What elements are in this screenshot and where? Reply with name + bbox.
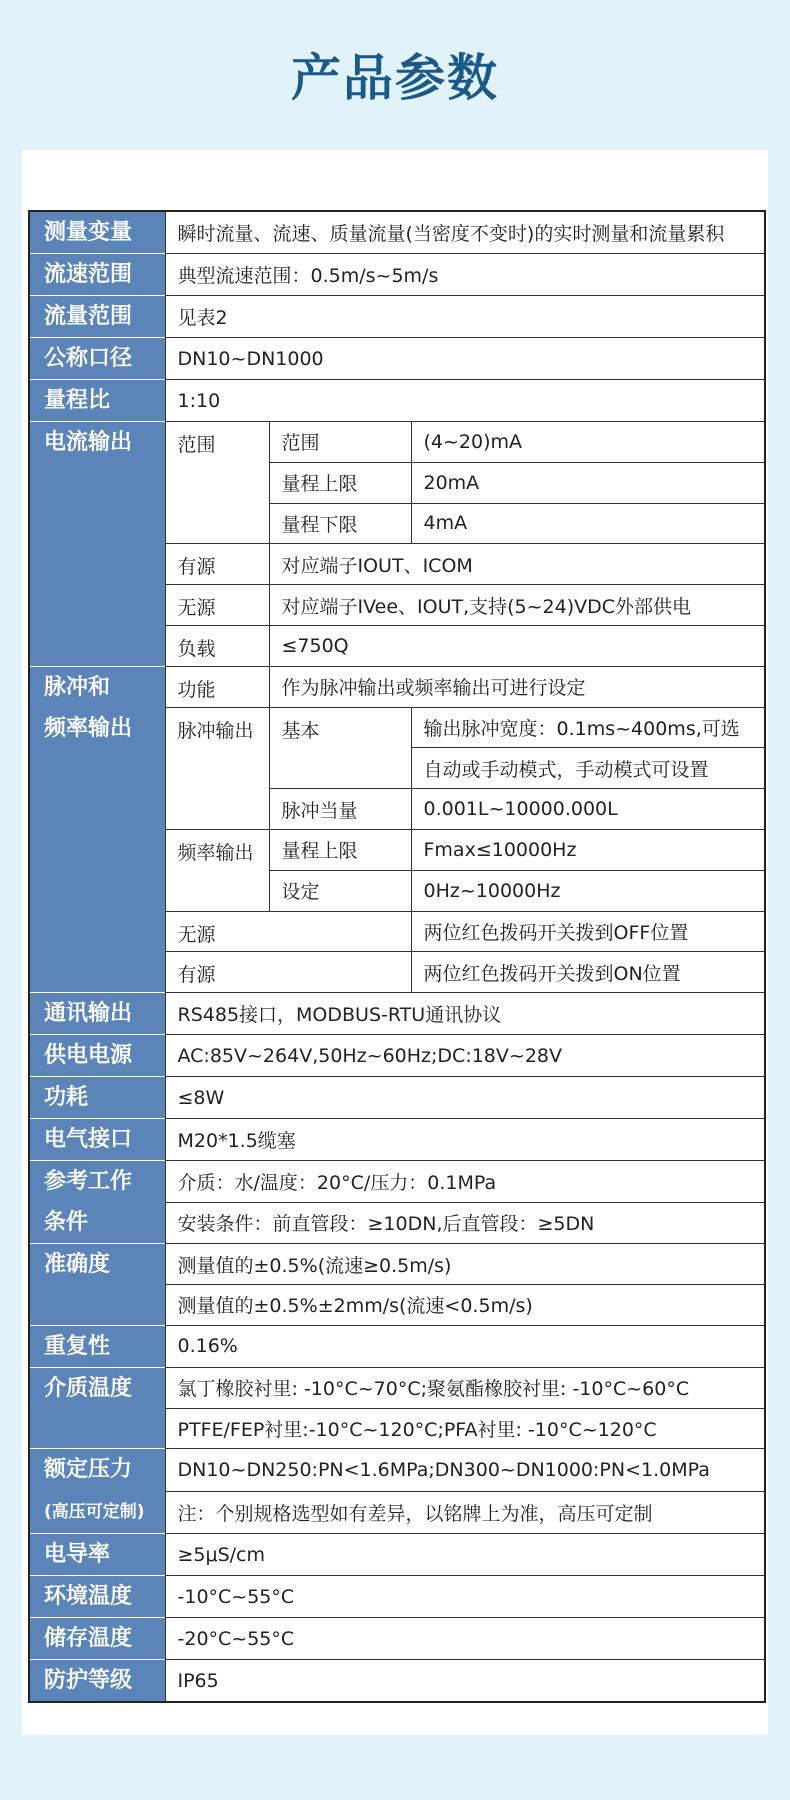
row-label-ambient-temp: 环境温度 [29,1576,165,1618]
reference-label-line1: 参考工作 [44,1169,133,1195]
pulse-eq-label: 脉冲当量 [269,789,411,830]
row-value-power-supply: AC:85V~264V,50Hz~60Hz;DC:18V~28V [165,1035,765,1077]
table-row [29,296,765,338]
row-value-medium-temp-2: PTFE/FEP衬里:-10°C~120°C;PFA衬里: -10°C~120°C [165,1408,765,1449]
table-row [29,254,765,296]
row-value-reference-1: 介质：水/温度：20°C/压力：0.1MPa [165,1161,765,1203]
table-row [29,1449,765,1492]
row-label-storage-temp: 储存温度 [29,1618,165,1660]
row-value-reference-2: 安装条件：前直管段：≥10DN,后直管段：≥5DN [165,1202,765,1244]
row-label-repeatability: 重复性 [29,1325,165,1367]
pulse-eq-value: 0.001L~10000.000L [411,789,765,830]
pulse-active-label: 有源 [165,952,411,993]
pulse-basic-value-1: 输出脉冲宽度：0.1ms~400ms,可选 [411,707,765,748]
row-label-power-consumption: 功耗 [29,1077,165,1119]
row-label-rated-pressure [29,1449,165,1534]
table-row [29,1244,765,1285]
table-row [29,338,765,380]
row-label-electrical-connection: 电气接口 [29,1119,165,1161]
row-label-power-supply: 供电电源 [29,1035,165,1077]
table-row [29,1077,765,1119]
row-label-range-ratio: 量程比 [29,380,165,422]
current-load-value: ≤750Q [269,625,765,666]
row-label-reference-conditions [29,1161,165,1244]
row-label-accuracy: 准确度 [29,1244,165,1326]
freq-upper-value: Fmax≤10000Hz [411,829,765,870]
current-range-label: 范围 [165,422,269,544]
pulse-output-label: 脉冲输出 [165,707,269,829]
table-row [29,422,765,463]
row-label-comm-output: 通讯输出 [29,993,165,1035]
row-value-comm-output: RS485接口，MODBUS-RTU通讯协议 [165,993,765,1035]
current-range-name: 范围 [269,422,411,463]
table-row [29,1534,765,1576]
pulse-passive-value: 两位红色拨码开关拨到OFF位置 [411,911,765,952]
current-lower-name: 量程下限 [269,503,411,544]
pulse-basic-value-2: 自动或手动模式，手动模式可设置 [411,748,765,789]
current-active-label: 有源 [165,544,269,585]
reference-label-line2: 条件 [44,1210,89,1236]
row-value-measure-var: 瞬时流量、流速、质量流量(当密度不变时)的实时测量和流量累积 [165,211,765,254]
table-row [29,1325,765,1367]
table-row [29,993,765,1035]
table-row [29,1576,765,1618]
table-row [29,380,765,422]
row-label-protection: 防护等级 [29,1660,165,1703]
pulse-function-label: 功能 [165,666,269,707]
row-value-power-consumption: ≤8W [165,1077,765,1119]
row-label-measure-var: 测量变量 [29,211,165,254]
pulse-freq-label-line2: 频率输出 [44,715,133,741]
row-value-ambient-temp: -10°C~55°C [165,1576,765,1618]
row-value-accuracy-2: 测量值的±0.5%±2mm/s(流速<0.5m/s) [165,1284,765,1325]
pulse-passive-label: 无源 [165,911,411,952]
spec-table [28,210,766,1703]
row-value-electrical-connection: M20*1.5缆塞 [165,1119,765,1161]
page-title: 产品参数 [291,49,499,107]
current-load-label: 负载 [165,625,269,666]
pulse-active-value: 两位红色拨码开关拨到ON位置 [411,952,765,993]
table-row [29,1161,765,1203]
freq-output-label: 频率输出 [165,829,269,911]
current-range-value: (4~20)mA [411,422,765,463]
current-active-value: 对应端子IOUT、ICOM [269,544,765,585]
pulse-freq-label-line1: 脉冲和 [44,674,111,700]
row-value-rated-pressure-2: 注：个别规格选型如有差异，以铭牌上为准，高压可定制 [165,1491,765,1534]
row-label-pulse-freq [29,666,165,992]
row-value-velocity-range: 典型流速范围：0.5m/s~5m/s [165,254,765,296]
row-value-medium-temp-1: 氯丁橡胶衬里: -10°C~70°C;聚氨酯橡胶衬里: -10°C~60°C [165,1367,765,1408]
row-value-nominal-dia: DN10~DN1000 [165,338,765,380]
current-passive-value: 对应端子IVee、IOUT,支持(5~24)VDC外部供电 [269,585,765,626]
row-label-conductivity: 电导率 [29,1534,165,1576]
table-row [29,666,765,707]
row-value-range-ratio: 1:10 [165,380,765,422]
row-label-current-output: 电流输出 [29,422,165,667]
table-row [29,1035,765,1077]
row-label-nominal-dia: 公称口径 [29,338,165,380]
rated-pressure-label-line2: (高压可定制) [44,1502,145,1523]
table-row [29,211,765,254]
row-value-flow-range: 见表2 [165,296,765,338]
table-row [29,1660,765,1703]
current-lower-value: 4mA [411,503,765,544]
pulse-basic-label: 基本 [269,707,411,789]
rated-pressure-label-line1: 额定压力 [44,1457,133,1483]
table-row [29,1119,765,1161]
current-upper-value: 20mA [411,462,765,503]
row-label-flow-range: 流量范围 [29,296,165,338]
table-row [29,1618,765,1660]
table-row [29,1367,765,1408]
freq-set-value: 0Hz~10000Hz [411,870,765,911]
pulse-function-value: 作为脉冲输出或频率输出可进行设定 [269,666,765,707]
row-value-accuracy-1: 测量值的±0.5%(流速≥0.5m/s) [165,1244,765,1285]
freq-set-label: 设定 [269,870,411,911]
freq-upper-label: 量程上限 [269,829,411,870]
current-upper-name: 量程上限 [269,462,411,503]
row-value-repeatability: 0.16% [165,1325,765,1367]
row-value-conductivity: ≥5μS/cm [165,1534,765,1576]
current-passive-label: 无源 [165,585,269,626]
row-value-storage-temp: -20°C~55°C [165,1618,765,1660]
row-value-protection: IP65 [165,1660,765,1703]
row-value-rated-pressure-1: DN10~DN250:PN<1.6MPa;DN300~DN1000:PN<1.0MPa [165,1449,765,1492]
row-label-velocity-range: 流速范围 [29,254,165,296]
row-label-medium-temp: 介质温度 [29,1367,165,1449]
